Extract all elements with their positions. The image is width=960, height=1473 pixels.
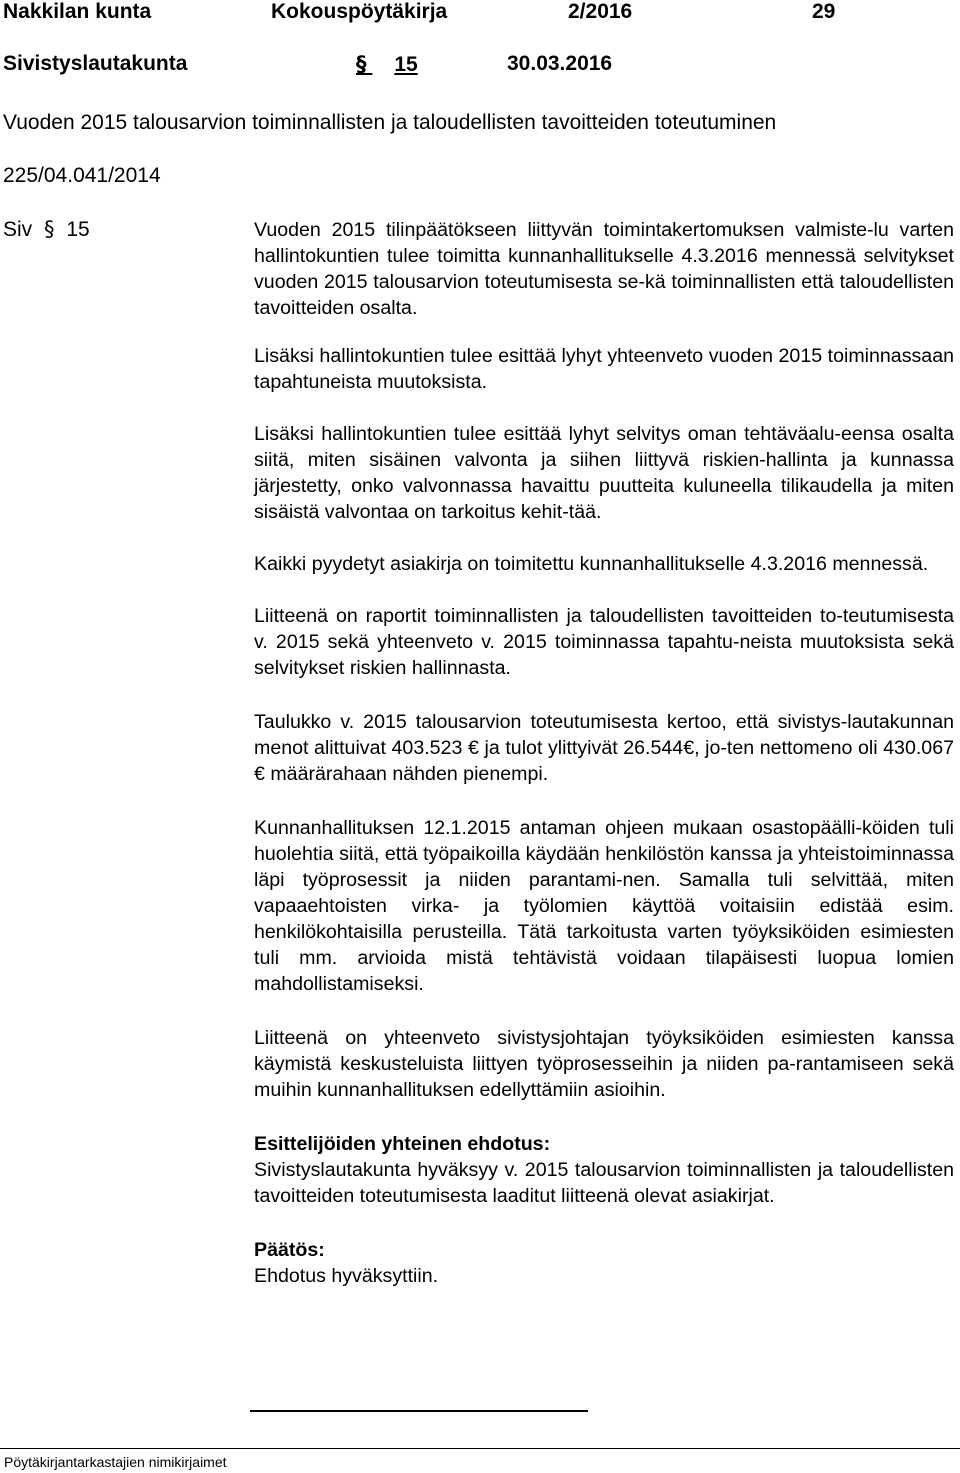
decision-text: Ehdotus hyväksyttiin.	[254, 1265, 439, 1287]
budget-text-b: ja tulot ylittyivät 26.544	[484, 737, 684, 759]
section-number: 15	[394, 53, 418, 76]
footer-signatures: Pöytäkirjantarkastajien nimikirjaimet	[4, 1454, 227, 1470]
paragraph-3: Lisäksi hallintokuntien tulee esittää lyhyt selvitys oman tehtäväalu-eensa osalta siitä, miten sisäinen valvonta ja siihen liittyvä riskien-hallinta ja kunnassa järjestetty, onko valvonnassa havaittu puutteita kuluneella tilikaudella ja miten sisäistä valvontaa on tarkoitus kehit-tää.	[254, 423, 954, 523]
case-title: Vuoden 2015 talousarvion toiminnallisten ja taloudellisten tavoitteiden toteutuminen	[3, 111, 777, 134]
body-text	[254, 217, 954, 1289]
page-number: 29	[812, 0, 836, 23]
budget-text-d: määrärahaan nähden pienempi.	[270, 763, 549, 785]
board-name: Sivistyslautakunta	[3, 52, 188, 75]
proposal-heading: Esittelijöiden yhteinen ehdotus:	[254, 1133, 551, 1155]
section-symbol: §	[356, 52, 367, 76]
paragraph-2: Lisäksi hallintokuntien tulee esittää lyhyt yhteenveto vuoden 2015 toiminnassaan tapahtuneista muutoksista.	[254, 345, 954, 393]
budget-text-a: Taulukko v. 2015 talousarvion toteutumisesta kertoo, että sivistys-lautakunnan menot alittuivat 403.523	[254, 711, 954, 759]
case-reference: 225/04.041/2014	[3, 164, 161, 187]
section-number: 15	[66, 218, 90, 241]
proposal-text: Sivistyslautakunta hyväksyy v. 2015 talousarvion toiminnallisten ja taloudellisten tavoitteiden toteutumisesta laaditut liitteenä olevat asiakirjat.	[254, 1159, 954, 1207]
meeting-date: 30.03.2016	[507, 52, 613, 75]
euro-sign: €	[467, 737, 479, 759]
issue-number: 2/2016	[568, 0, 633, 23]
paragraph-6	[254, 709, 954, 787]
paragraph-5: Liitteenä on raportit toiminnallisten ja taloudellisten tavoitteiden to-teutumisesta v. 2015 sekä yhteenveto v. 2015 toiminnassa tapahtu-neista muutoksista sekä selvitykset riskien hallinnasta.	[254, 605, 954, 679]
signature-rule	[250, 1410, 588, 1412]
budget-text-c: , jo-ten nettomeno oli 430.067	[694, 737, 954, 759]
board-short: Siv	[3, 218, 33, 241]
section-label	[3, 216, 90, 243]
euro-sign: €	[683, 737, 695, 759]
section-symbol: §	[44, 217, 55, 241]
decision-heading: Päätös:	[254, 1239, 325, 1261]
euro-sign: €	[254, 763, 265, 785]
footer-divider	[0, 1448, 960, 1449]
document-type: Kokouspöytäkirja	[271, 0, 448, 23]
paragraph-1: Vuoden 2015 tilinpäätökseen liittyvän toimintakertomuksen valmiste-lu varten hallintokuntien tulee toimitta kunnanhallitukselle 4.3.2016 mennessä selvitykset vuoden 2015 talousarvion toteutumisesta se-kä toiminnallisten että taloudellisten tavoitteiden osalta.	[254, 219, 954, 319]
section-marker	[356, 52, 418, 77]
paragraph-4: Kaikki pyydetyt asiakirja on toimitettu kunnanhallitukselle 4.3.2016 mennessä.	[254, 553, 929, 575]
paragraph-7: Kunnanhallituksen 12.1.2015 antaman ohjeen mukaan osastopäälli-köiden tuli huolehtia siitä, että työpaikoilla käydään henkilöstön kanssa ja yhteistoiminnassa läpi työprosessit ja niiden parantami-nen. Samalla tuli selvittää, miten vapaaehtoisten virka- ja työlomien käyttöä voitaisiin edistää esim. henkilökohtaisilla perusteilla. Tätä tarkoitusta varten työyksiköiden esimiesten tuli mm. arvioida mistä tehtävistä voidaan tilapäisesti luopua lomien mahdollistamiseksi.	[254, 817, 954, 995]
municipality-name: Nakkilan kunta	[3, 0, 152, 23]
paragraph-8: Liitteenä on yhteenveto sivistysjohtajan työyksiköiden esimiesten kanssa käymistä keskusteluista liittyen työprosesseihin ja niiden pa-rantamiseen sekä muihin kunnanhallituksen edellyttämiin asioihin.	[254, 1027, 954, 1101]
